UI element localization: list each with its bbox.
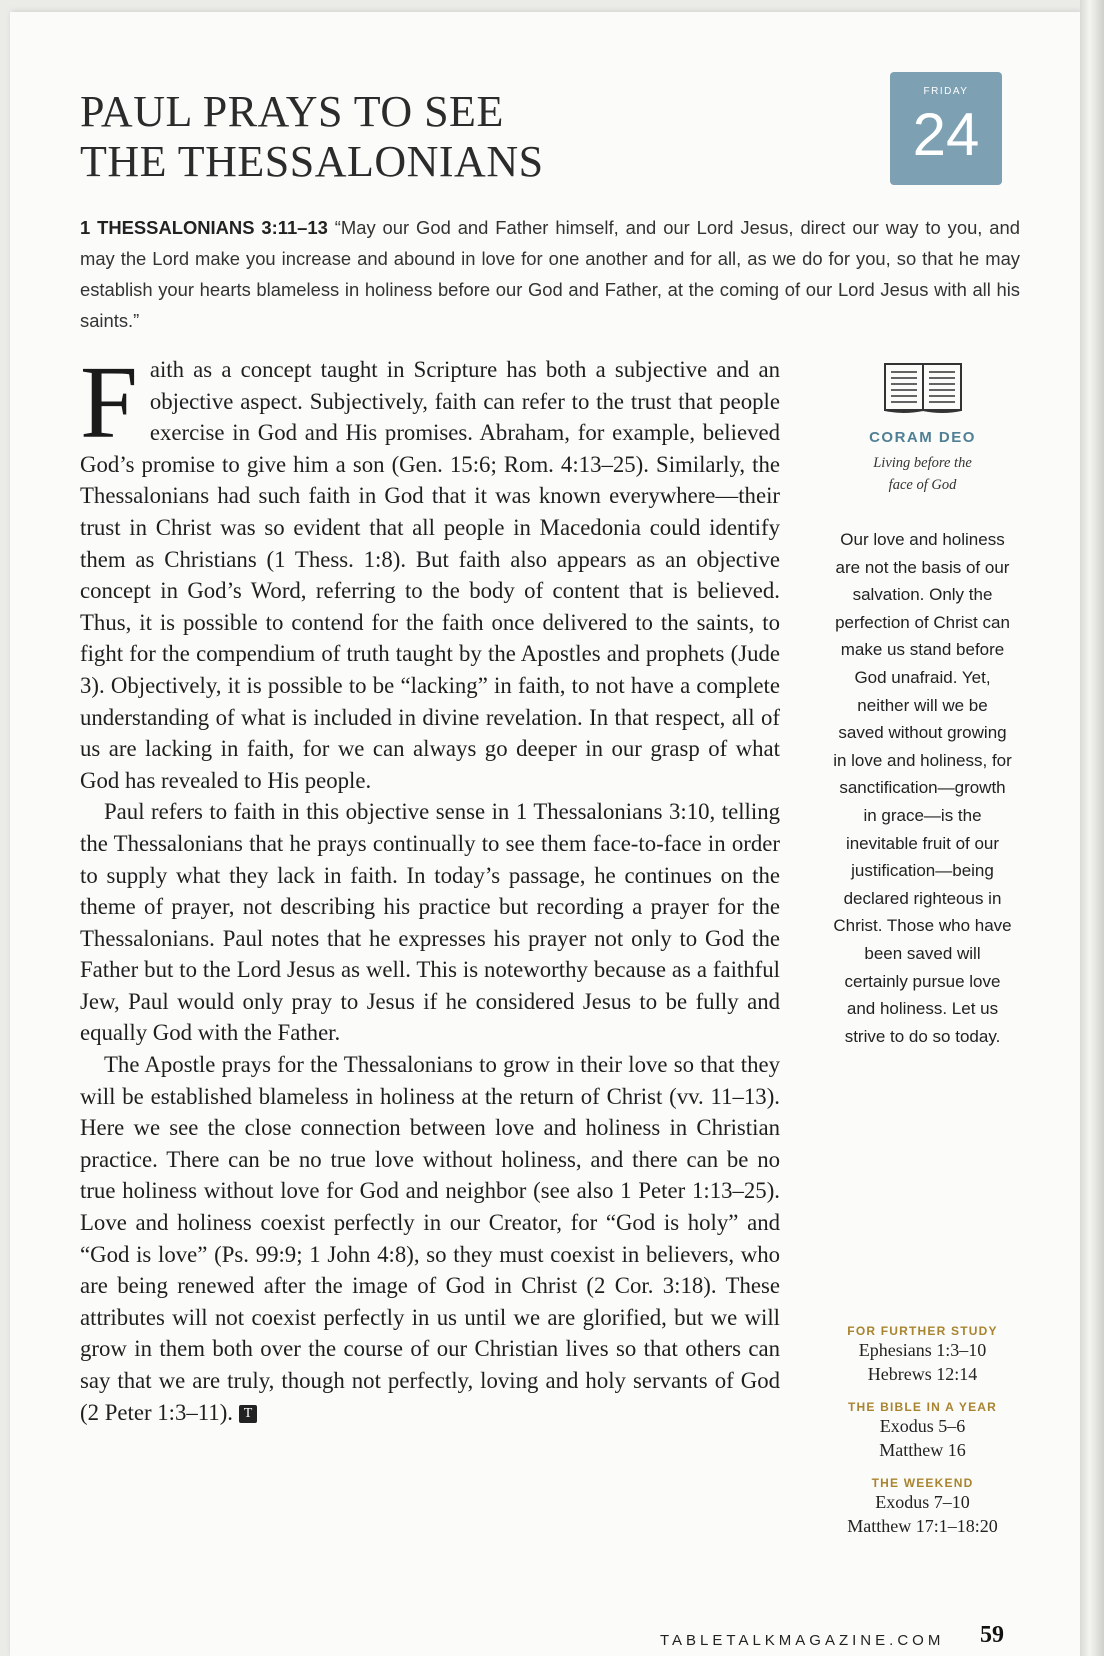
article-paragraph-3 <box>80 1049 780 1428</box>
date-badge <box>890 72 1002 185</box>
page-title <box>80 87 800 187</box>
weekend-heading: THE WEEKEND <box>871 1476 974 1490</box>
coram-deo-subheading: Living before the face of God <box>873 455 972 493</box>
paragraph-1-text: aith as a concept taught in Scripture has both a subjective and an objective aspect. Subjectively, faith can refer to the trust that people exercise in God and His promises. Abraham, for example, believed God’s promise to give him a son (Gen. 15:6; Rom. 4:13–25). Similarly, the Thessalonians had such faith in God that it was known everywhere—their trust in Christ was so evident that all people in Macedonia could identify them as Christians (1 Thess. 1:8). But faith also appears as an objective concept in God’s Word, referring to the body of content that is believed. Thus, it is possible to contend for the faith once delivered to the saints, to fight for the compendium of truth taught by the Apostles and prophets (Jude 3). Objectively, it is possible to be “lacking” in faith, to not have a complete understanding of what is included in divine revelation. In that respect, all of us are lacking in faith, for we can always go deeper in our grasp of what God has revealed to His people. <box>80 357 780 793</box>
date-badge-number: 24 <box>912 101 980 168</box>
bible-in-a-year-item: Exodus 5–6 <box>879 1416 966 1436</box>
magazine-page <box>10 12 1080 1656</box>
drop-cap: F <box>80 345 138 460</box>
title-line-2: THE THESSALONIANS <box>80 137 544 186</box>
title-line-1: PAUL PRAYS TO SEE <box>80 87 504 136</box>
page-number: 59 <box>980 1622 1004 1648</box>
further-study-item: Ephesians 1:3–10 <box>858 1340 987 1360</box>
scripture-passage <box>80 212 1020 336</box>
passage-text: “May our God and Father himself, and our Lord Jesus, direct our way to you, and may the Lord make you increase and abound in love for one another and for all, as we do for you, so that he may establish your hearts blameless in holiness before our God and Father, at the coming of our Lord Jesus with all his saints.” <box>80 217 1020 331</box>
paragraph-3-text: The Apostle prays for the Thessalonians to grow in their love so that they will be established blameless in holiness at the return of Christ (vv. 11–13). Here we see the close connection between love and holiness in Christian practice. There can be no true love without holiness, and there can be no true holiness without love for God and neighbor (see also 1 Peter 1:13–25). Love and holiness coexist perfectly in our Creator, for “God is holy” and “God is love” (Ps. 99:9; 1 John 4:8), so they must coexist in believers, who are being renewed after the image of God in Christ (2 Cor. 3:18). These attributes will not coexist perfectly in us until we are glorified, but we will grow in them both over the course of our Christian lives so that others can say that we are truly, though not perfectly, loving and holy servants of God (2 Peter 1:3–11). <box>80 1052 780 1425</box>
further-study-heading: FOR FURTHER STUDY <box>847 1324 998 1338</box>
article-paragraph-1 <box>80 345 780 796</box>
end-mark-icon: T <box>239 1405 257 1423</box>
page-edge <box>1080 0 1104 1656</box>
coram-deo-sidebar <box>825 362 1020 1050</box>
footer-website: TABLETALKMAGAZINE.COM <box>660 1632 945 1649</box>
passage-reference: 1 THESSALONIANS 3:11–13 <box>80 217 328 238</box>
bible-in-a-year-item: Matthew 16 <box>879 1440 966 1460</box>
weekend-item: Exodus 7–10 <box>875 1492 970 1512</box>
article-paragraph-2: Paul refers to faith in this objective sense in 1 Thessalonians 3:10, telling the Thessalonians that he prays continually to see them face-to-face in order to supply what they lack in faith. In today’s passage, he continues on the theme of prayer, not describing his practice but recording a prayer for the Thessalonians. Paul notes that he expresses his prayer not only to God the Father but to the Lord Jesus as well. This is noteworthy because as a faithful Jew, Paul would only pray to Jesus if he considered Jesus to be fully and equally God with the Father. <box>80 799 780 1046</box>
coram-deo-text: Our love and holiness are not the basis of our salvation. Only the perfection of Christ can make us stand before God unafraid. Yet, neither will we be saved without growing in love and holiness, for sanctification—growth in grace—is the inevitable fruit of our justification—being declared righteous in Christ. Those who have been saved will certainly pursue love and holiness. Let us strive to do so today. <box>833 530 1012 1046</box>
bible-in-a-year-heading: THE BIBLE IN A YEAR <box>847 1400 998 1414</box>
further-study-item: Hebrews 12:14 <box>867 1364 978 1384</box>
date-badge-day: FRIDAY <box>923 86 969 97</box>
coram-deo-heading: CORAM DEO <box>869 429 976 446</box>
article-body <box>80 345 780 1428</box>
open-book-icon <box>883 362 963 416</box>
weekend-item: Matthew 17:1–18:20 <box>847 1516 998 1536</box>
study-sidebar <box>825 1324 1020 1538</box>
